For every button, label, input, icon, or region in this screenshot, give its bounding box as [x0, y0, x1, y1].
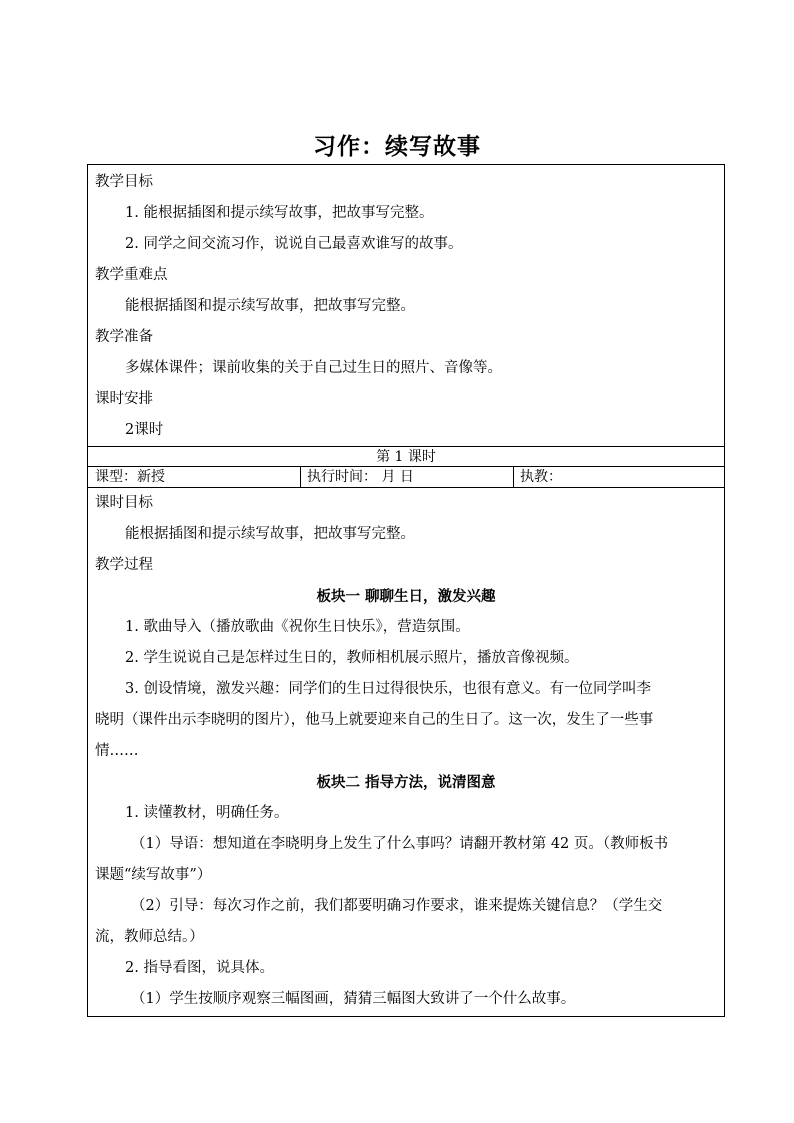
- exec-time-cell: 执行时间： 月 日: [307, 469, 414, 485]
- process-item: 1. 歌曲导入（播放歌曲《祝你生日快乐》，营造氛围。: [125, 619, 470, 635]
- preparation-text: 多媒体课件；课前收集的关于自己过生日的照片、音像等。: [125, 360, 502, 376]
- teaching-goals-heading: 教学目标: [95, 174, 153, 190]
- lesson-plan-table: [87, 164, 725, 1017]
- process-item: 1. 读懂教材，明确任务。: [125, 805, 289, 821]
- goal-item: 2. 同学之间交流习作，说说自己最喜欢谁写的故事。: [125, 236, 463, 252]
- process-item-continued: 晓明（课件出示李晓明的图片），他马上就要迎来自己的生日了。这一次，发生了一些事: [95, 712, 654, 728]
- session-goal-heading: 课时目标: [95, 495, 153, 511]
- process-item: 2. 指导看图，说具体。: [125, 960, 274, 976]
- schedule-heading: 课时安排: [95, 391, 153, 407]
- process-subitem-continued: 流，教师总结。）: [95, 929, 204, 945]
- process-subitem: （1）导语：想知道在李晓明身上发生了什么事吗？请翻开教材第 42 页。（教师板书: [131, 836, 669, 852]
- session-label: 第 1 课时: [376, 449, 436, 465]
- key-points-heading: 教学重难点: [95, 267, 168, 283]
- process-subitem: （1）学生按顺序观察三幅图画，猜猜三幅图大致讲了一个什么故事。: [131, 991, 576, 1007]
- teacher-cell: 执教：: [520, 469, 562, 485]
- goal-item: 1. 能根据插图和提示续写故事，把故事写完整。: [125, 205, 434, 221]
- schedule-text: 2课时: [125, 422, 164, 438]
- session-goal-text: 能根据插图和提示续写故事，把故事写完整。: [125, 526, 415, 542]
- lesson-type-cell: 课型：新授: [95, 469, 165, 485]
- process-subitem: （2）引导：每次习作之前，我们都要明确习作要求，谁来提炼关键信息？（学生交: [131, 898, 663, 914]
- document-title: 习作：续写故事: [313, 133, 481, 160]
- process-item: 3. 创设情境，激发兴趣：同学们的生日过得很快乐，也很有意义。有一位同学叫李: [125, 681, 651, 697]
- preparation-heading: 教学准备: [95, 329, 153, 345]
- process-heading: 教学过程: [95, 557, 153, 573]
- process-subitem-continued: 课题“续写故事”）: [95, 867, 212, 883]
- process-item: 2. 学生说说自己是怎样过生日的，教师相机展示照片，播放音像视频。: [125, 650, 579, 666]
- meta-row: [88, 467, 724, 488]
- key-point-text: 能根据插图和提示续写故事，把故事写完整。: [125, 298, 415, 314]
- section-title: 板块一 聊聊生日，激发兴趣: [316, 588, 496, 605]
- section-title: 板块二 指导方法，说清图意: [316, 774, 496, 791]
- process-item-continued: 情……: [95, 743, 139, 759]
